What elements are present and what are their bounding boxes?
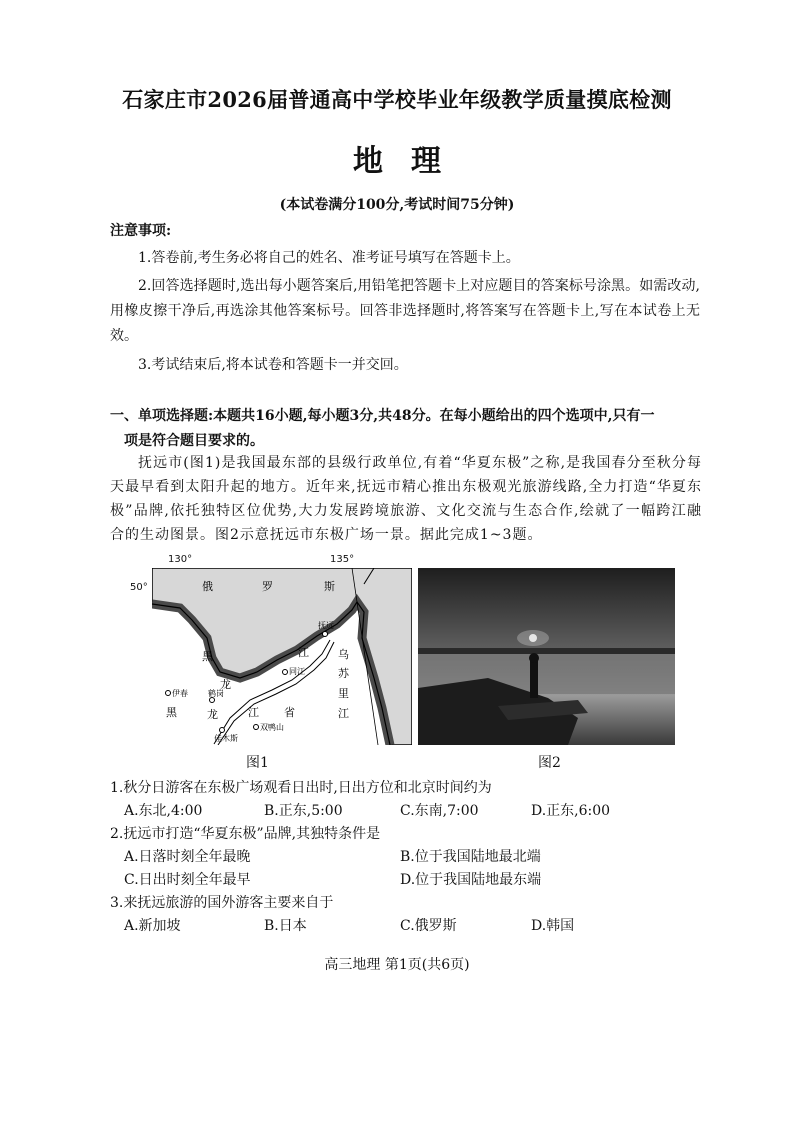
label-city-yichun: 伊春 bbox=[172, 689, 188, 698]
page-footer: 高三地理 第1页(共6页) bbox=[324, 957, 470, 973]
notice-item-3: 3.考试结束后,将本试卷和答题卡一并交回。 bbox=[138, 357, 408, 373]
question-stem: 抚远市(图1)是我国最东部的县级行政单位,有着“华夏东极”之称,是我国春分至秋分每天最早看到太阳升起的地方。近年来,抚远市精心推出东极观光旅游线路,全力打造“华夏东极”品牌,依托独特区位优势,大力发展跨境旅游、文化交流与生态合作,绘就了一幅跨江融合的生动图景。图2示意抚远市东极广场一景。据此完成1~3题。 bbox=[110, 455, 702, 543]
city-dot-yichun bbox=[166, 691, 171, 696]
photo-monument-top bbox=[529, 653, 539, 663]
section-heading-line2: 项是符合题目要求的。 bbox=[124, 433, 264, 449]
exam-title: 石家庄市2026届普通高中学校毕业年级教学质量摸底检测 bbox=[122, 87, 672, 112]
question-2-stem: 2.抚远市打造“华夏东极”品牌,其独特条件是 bbox=[110, 826, 381, 842]
label-heilong-3: 江 bbox=[298, 646, 309, 659]
map-lat-50: 50° bbox=[130, 582, 148, 593]
label-wusuli-1: 乌 bbox=[338, 648, 349, 661]
photo-monument bbox=[530, 660, 538, 698]
section-heading-line1: 一、单项选择题:本题共16小题,每小题3分,共48分。在每小题给出的四个选项中,只有一 bbox=[110, 408, 655, 424]
question-3-option-c: C.俄罗斯 bbox=[400, 918, 457, 934]
city-dot-jiamusi bbox=[220, 728, 225, 733]
label-heilong-2: 龙 bbox=[220, 678, 231, 691]
question-1-option-b: B.正东,5:00 bbox=[264, 803, 343, 819]
label-city-shuangyashan: 双鸭山 bbox=[260, 723, 284, 732]
photo-horizon bbox=[418, 648, 675, 654]
label-province-3: 江 bbox=[248, 706, 259, 719]
map-svg bbox=[152, 568, 412, 745]
notice-item-1: 1.答卷前,考生务必将自己的姓名、准考证号填写在答题卡上。 bbox=[138, 250, 520, 266]
city-dot-tongjiang bbox=[283, 670, 288, 675]
question-2-option-d: D.位于我国陆地最东端 bbox=[400, 872, 542, 888]
label-wusuli-2: 苏 bbox=[338, 667, 349, 680]
label-province-4: 省 bbox=[284, 706, 295, 719]
label-heilong-1: 黑 bbox=[202, 650, 213, 663]
notice-item-2: 2.回答选择题时,选出每小题答案后,用铅笔把答题卡上对应题目的答案标号涂黑。如需改动,用橡皮擦干净后,再选涂其他答案标号。回答非选择题时,将答案写在答题卡上,写在本试卷上无效。 bbox=[110, 278, 700, 344]
question-3-option-b: B.日本 bbox=[264, 918, 307, 934]
label-russia-3: 斯 bbox=[324, 580, 335, 593]
label-city-hegang: 鹤岗 bbox=[208, 689, 224, 698]
map-lon-130: 130° bbox=[168, 554, 193, 565]
question-1-option-a: A.东北,4:00 bbox=[124, 803, 203, 819]
question-1-option-d: D.正东,6:00 bbox=[531, 803, 611, 819]
city-dot-shuangyashan bbox=[254, 725, 259, 730]
notice-heading: 注意事项: bbox=[110, 223, 172, 239]
question-1-option-c: C.东南,7:00 bbox=[400, 803, 479, 819]
exam-meta: (本试卷满分100分,考试时间75分钟) bbox=[279, 197, 515, 213]
label-province-2: 龙 bbox=[207, 708, 218, 721]
label-russia-1: 俄 bbox=[202, 580, 213, 593]
city-dot-fuyuan bbox=[323, 632, 328, 637]
photo-svg bbox=[418, 568, 675, 745]
label-city-tongjiang: 同江 bbox=[289, 667, 305, 676]
question-2-option-a: A.日落时刻全年最晚 bbox=[124, 849, 251, 865]
figure-2-caption: 图2 bbox=[538, 755, 561, 771]
city-dot-hegang bbox=[210, 698, 215, 703]
figure-2-photo bbox=[418, 568, 675, 745]
subject-title: 地理 bbox=[353, 144, 469, 179]
question-3-stem: 3.来抚远旅游的国外游客主要来自于 bbox=[110, 895, 334, 911]
label-wusuli-4: 江 bbox=[338, 707, 349, 720]
question-1-stem: 1.秋分日游客在东极广场观看日出时,日出方位和北京时间约为 bbox=[110, 780, 492, 796]
question-2-option-c: C.日出时刻全年最早 bbox=[124, 872, 251, 888]
figure-1-caption: 图1 bbox=[246, 755, 269, 771]
label-city-jiamusi: 佳木斯 bbox=[214, 734, 238, 743]
label-wusuli-3: 里 bbox=[338, 687, 349, 700]
map-lon-135: 135° bbox=[330, 554, 355, 565]
figure-1-map bbox=[152, 568, 412, 745]
section-heading bbox=[110, 404, 702, 454]
question-3-option-d: D.韩国 bbox=[531, 918, 575, 934]
label-province-1: 黑 bbox=[166, 706, 177, 719]
label-russia-2: 罗 bbox=[262, 580, 273, 593]
photo-sun-glow bbox=[517, 630, 549, 646]
label-city-fuyuan: 抚远 bbox=[318, 621, 334, 630]
question-3-option-a: A.新加坡 bbox=[124, 918, 181, 934]
question-2-option-b: B.位于我国陆地最北端 bbox=[400, 849, 541, 865]
